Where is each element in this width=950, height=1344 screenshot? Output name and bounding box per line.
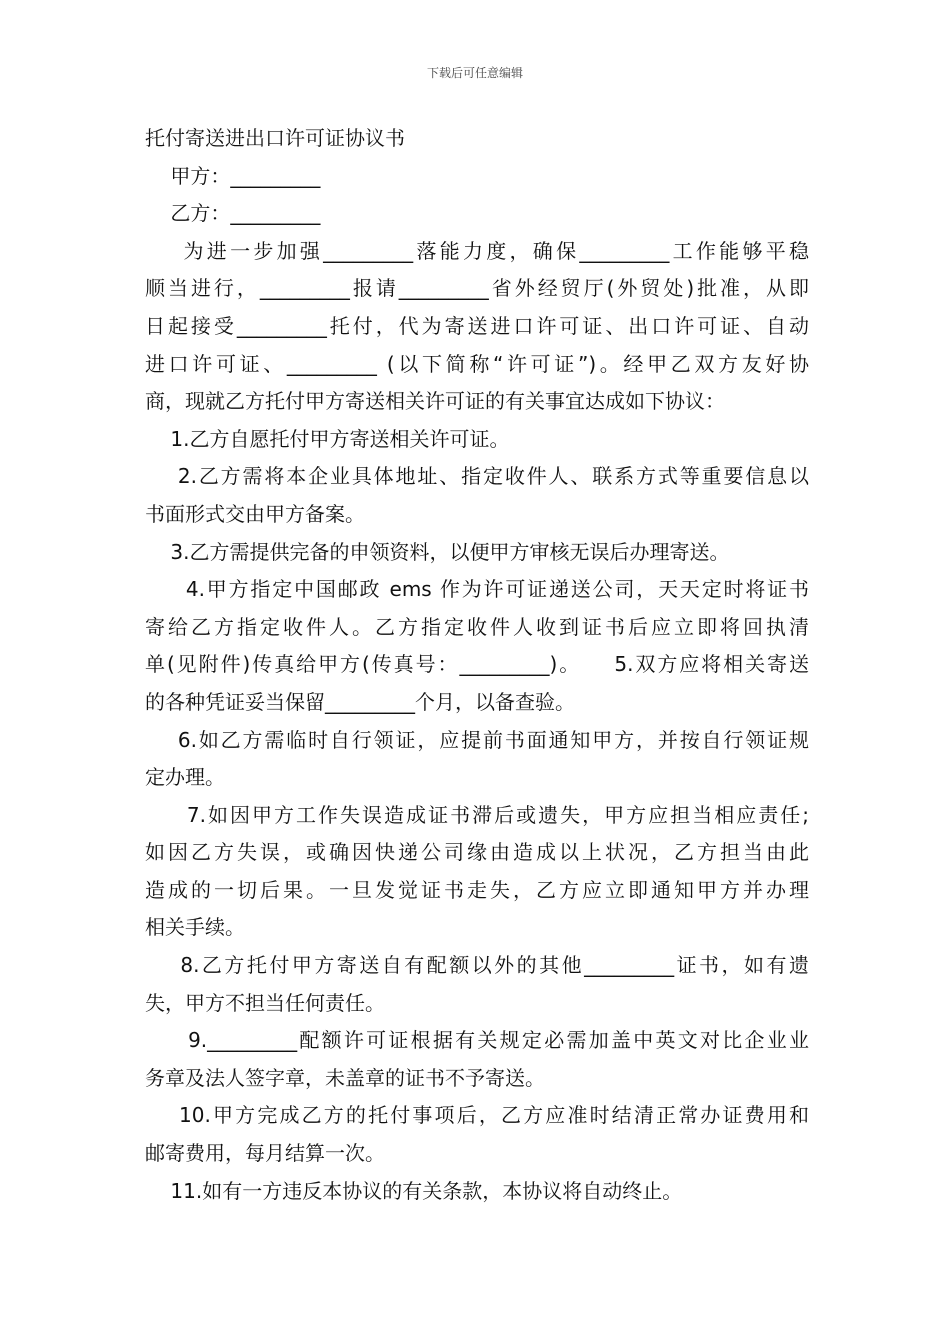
document-line: 邮寄费用，每月结算一次。: [145, 1141, 385, 1166]
document-line: 商，现就乙方托付甲方寄送相关许可证的有关事宜达成如下协议：: [145, 389, 725, 414]
document-line: 日起接受_________托付，代为寄送进口许可证、出口许可证、自动: [145, 313, 809, 338]
document-line: 甲方：_________: [145, 163, 321, 188]
document-line: 2.乙方需将本企业具体地址、指定收件人、联系方式等重要信息以: [145, 464, 809, 489]
document-line: 7.如因甲方工作失误造成证书滞后或遗失，甲方应担当相应责任;: [145, 802, 809, 827]
document-line: 顺当进行，_________报请_________省外经贸厅(外贸处)批准，从即: [145, 276, 809, 301]
document-line: 相关手续。: [145, 915, 245, 940]
document-line: 3.乙方需提供完备的申领资料，以便甲方审核无误后办理寄送。: [145, 539, 730, 564]
document-line: 11.如有一方违反本协议的有关条款，本协议将自动终止。: [145, 1178, 683, 1203]
document-line: 进口许可证、_________ (以下简称“许可证”)。经甲乙双方友好协: [145, 351, 809, 376]
document-line: 为进一步加强_________落能力度，确保_________工作能够平稳: [145, 238, 809, 263]
document-line: 乙方：_________: [145, 201, 321, 226]
document-line: 的各种凭证妥当保留_________个月，以备查验。: [145, 689, 575, 714]
page-header-note: 下载后可任意编辑: [426, 66, 523, 80]
document-title: 托付寄送进出口许可证协议书: [145, 126, 405, 150]
document-body: [145, 120, 809, 1210]
document-line: 10.甲方完成乙方的托付事项后，乙方应准时结清正常办证费用和: [145, 1103, 809, 1128]
document-line: 失，甲方不担当任何责任。: [145, 990, 385, 1015]
document-line: 书面形式交由甲方备案。: [145, 501, 365, 526]
document-line: 定办理。: [145, 765, 225, 790]
document-line: 1.乙方自愿托付甲方寄送相关许可证。: [145, 426, 510, 451]
document-line: 8.乙方托付甲方寄送自有配额以外的其他_________证书，如有遗: [145, 953, 809, 978]
document-line: 造成的一切后果。一旦发觉证书走失，乙方应立即通知甲方并办理: [145, 877, 809, 902]
document-line: 9._________配额许可证根据有关规定必需加盖中英文对比企业业: [145, 1028, 809, 1053]
document-line: 6.如乙方需临时自行领证，应提前书面通知甲方，并按自行领证规: [145, 727, 809, 752]
document-line: 4.甲方指定中国邮政 ems 作为许可证递送公司，天天定时将证书: [145, 577, 809, 602]
document-line: 单(见附件)传真给甲方(传真号：_________)。 5.双方应将相关寄送: [145, 652, 809, 677]
document-line: 如因乙方失误，或确因快递公司缘由造成以上状况，乙方担当由此: [145, 840, 809, 865]
document-line: 寄给乙方指定收件人。乙方指定收件人收到证书后应立即将回执清: [145, 614, 809, 639]
document-line: 务章及法人签字章，未盖章的证书不予寄送。: [145, 1065, 545, 1090]
